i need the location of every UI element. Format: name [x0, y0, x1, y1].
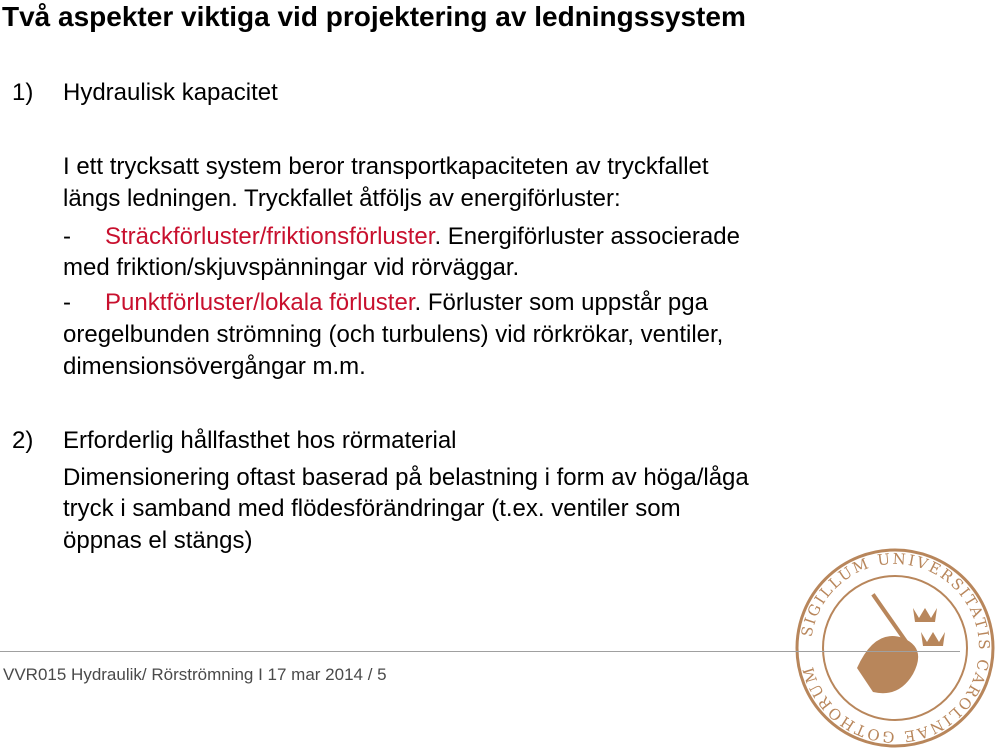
bullet-local-losses [63, 288, 708, 318]
seal-text: SIGILLUM UNIVERSITATIS CAROLINAE GOTHORUM [797, 549, 994, 747]
bullet-dash: - [63, 223, 71, 250]
bullet-dash: - [63, 289, 71, 316]
bullet-friction-losses [63, 222, 740, 252]
section-2-line-3: öppnas el stängs) [63, 527, 253, 554]
bullet-friction-losses-line-2: med friktion/skjuvspänningar vid rörväggar. [63, 254, 520, 281]
footer-divider [0, 651, 960, 652]
slide-title: Två aspekter viktiga vid projektering av ledningssystem [2, 1, 746, 32]
section-1-intro-line-2: längs ledningen. Tryckfallet åtföljs av energiförluster: [63, 185, 621, 212]
friction-losses-term: Sträckförluster/friktionsförluster [105, 223, 435, 250]
section-1-heading: Hydraulisk kapacitet [63, 79, 278, 106]
section-2-line-2: tryck i samband med flödesförändringar (t.ex. ventiler som [63, 495, 681, 522]
section-2-heading: Erforderlig hållfasthet hos rörmaterial [63, 427, 457, 454]
university-seal-icon [795, 548, 995, 748]
slide-footer: VVR015 Hydraulik/ Rörströmning I 17 mar 2014 / 5 [3, 665, 387, 684]
local-losses-term: Punktförluster/lokala förluster [105, 289, 415, 316]
section-1-number: 1) [12, 79, 34, 106]
section-2-line-1: Dimensionering oftast baserad på belastning i form av höga/låga [63, 464, 749, 491]
seal-emblem [857, 593, 945, 693]
bullet-local-losses-line-2: oregelbunden strömning (och turbulens) vid rörkrökar, ventiler, [63, 321, 724, 348]
bullet-local-losses-line-3: dimensionsövergångar m.m. [63, 353, 366, 380]
local-losses-description: . Förluster som uppstår pga [414, 289, 708, 316]
friction-losses-description: . Energiförluster associerade [434, 223, 740, 250]
section-1-intro-line-1: I ett trycksatt system beror transportkapaciteten av tryckfallet [63, 153, 709, 180]
section-2-number: 2) [12, 427, 34, 454]
